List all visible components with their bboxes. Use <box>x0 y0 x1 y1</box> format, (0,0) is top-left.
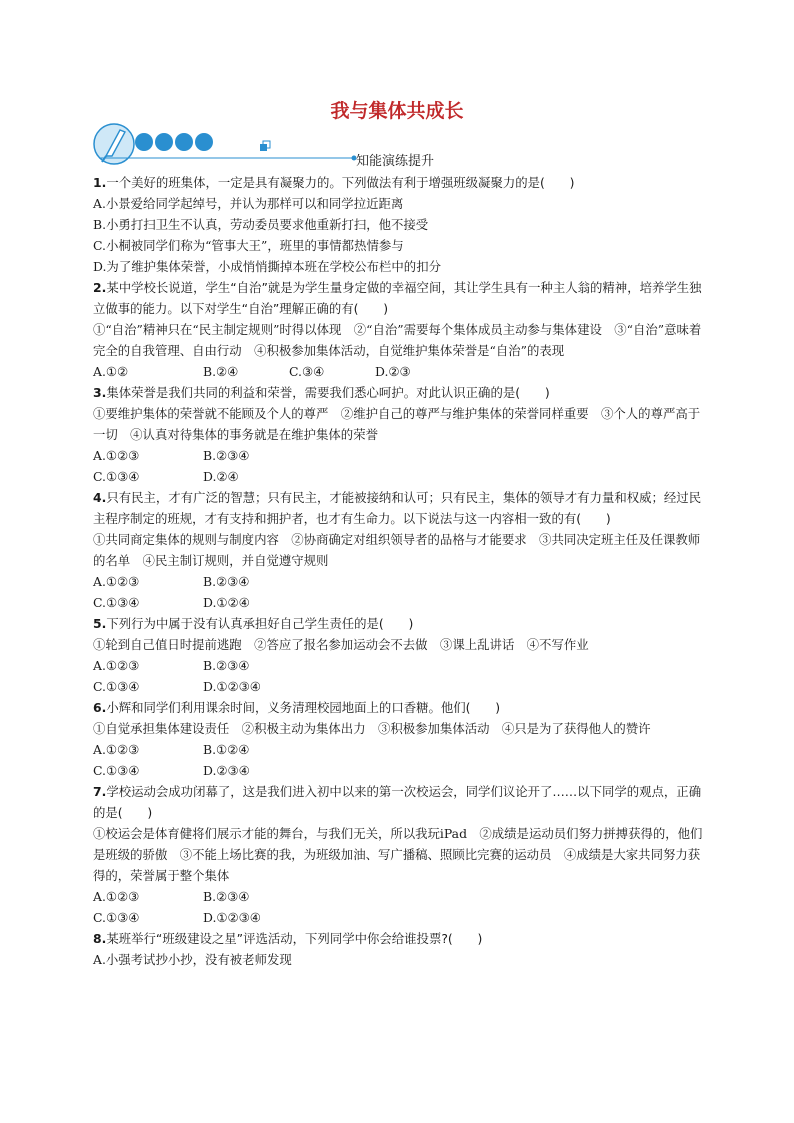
choice-a: A.①②③ <box>93 658 140 673</box>
question-stem: 小辉和同学们利用课余时间，义务清理校园地面上的口香糖。他们( ) <box>106 700 501 715</box>
option-d: D.为了维护集体荣誉，小成悄悄撕掉本班在学校公布栏中的扣分 <box>93 259 441 274</box>
choice-c: C.①③④ <box>93 469 140 484</box>
choice-grid <box>93 655 708 697</box>
question-number: 4. <box>93 490 107 505</box>
choice-grid <box>93 886 708 928</box>
option-b: B.小勇打扫卫生不认真，劳动委员要求他重新打扫，他不接受 <box>93 217 429 232</box>
question-7 <box>93 781 708 928</box>
choice-c: C.①③④ <box>93 910 140 925</box>
option-a: A.小强考试抄小抄，没有被老师发现 <box>93 952 292 967</box>
choice-b: B.②③④ <box>203 574 250 589</box>
page-title: 我与集体共成长 <box>330 100 464 122</box>
choice-a: A.①②③ <box>93 448 140 463</box>
question-6 <box>93 697 708 781</box>
choice-d: D.②③ <box>375 364 411 379</box>
choice-c: C.③④ <box>289 364 325 379</box>
choice-b: B.②④ <box>203 364 239 379</box>
question-3 <box>93 382 708 487</box>
question-number: 6. <box>93 700 107 715</box>
option-a: A.小景爱给同学起绰号，并认为那样可以和同学拉近距离 <box>93 196 404 211</box>
question-number: 3. <box>93 385 107 400</box>
choice-grid <box>93 739 708 781</box>
choice-b: B.①②④ <box>203 742 250 757</box>
statements: ①“自治”精神只在“民主制定规则”时得以体现 ②“自治”需要每个集体成员主动参与集体建设 ③“自治”意味着完全的自我管理、自由行动 ④积极参加集体活动，自觉维护集体荣誉是“自治”的表现 <box>93 322 702 358</box>
section-label: 知能演练提升 <box>356 154 435 169</box>
question-8 <box>93 928 708 970</box>
choice-grid <box>93 445 708 487</box>
question-1 <box>93 172 708 277</box>
choice-grid <box>93 571 708 613</box>
choice-a: A.①②③ <box>93 889 140 904</box>
choice-c: C.①③④ <box>93 679 140 694</box>
choice-row <box>93 361 708 382</box>
question-number: 5. <box>93 616 107 631</box>
option-c: C.小桐被同学们称为“管事大王”，班里的事情都热情参与 <box>93 238 404 253</box>
question-stem: 某中学校长说道，学生“自治”就是为学生量身定做的幸福空间，其让学生具有一种主人翁的精神，培养学生独立做事的能力。以下对学生“自治”理解正确的有( ) <box>93 280 702 316</box>
question-stem: 下列行为中属于没有认真承担好自己学生责任的是( ) <box>106 616 414 631</box>
statements: ①自觉承担集体建设责任 ②积极主动为集体出力 ③积极参加集体活动 ④只是为了获得他人的赞许 <box>93 721 651 736</box>
question-5 <box>93 613 708 697</box>
question-number: 8. <box>93 931 107 946</box>
question-stem: 某班举行“班级建设之星”评选活动，下列同学中你会给谁投票?( ) <box>106 931 483 946</box>
question-2 <box>93 277 708 382</box>
choice-a: A.①②③ <box>93 574 140 589</box>
choice-c: C.①③④ <box>93 763 140 778</box>
statements: ①校运会是体育健将们展示才能的舞台，与我们无关，所以我玩iPad ②成绩是运动员们努力拼搏获得的，他们是班级的骄傲 ③不能上场比赛的我，为班级加油、写广播稿、照顾比完赛的运动员 ④成绩是大家共同努力获得的，荣誉属于整个集体 <box>93 826 703 883</box>
question-list <box>93 172 708 970</box>
choice-a: A.①②③ <box>93 742 140 757</box>
choice-d: D.①②③④ <box>203 910 261 925</box>
choice-d: D.①②④ <box>203 595 250 610</box>
choice-b: B.②③④ <box>203 448 250 463</box>
statements: ①共同商定集体的规则与制度内容 ②协商确定对组织领导者的品格与才能要求 ③共同决定班主任及任课教师的名单 ④民主制订规则，并自觉遵守规则 <box>93 532 701 568</box>
choice-b: B.②③④ <box>203 889 250 904</box>
question-number: 2. <box>93 280 107 295</box>
question-stem: 只有民主，才有广泛的智慧；只有民主，才能被接纳和认可；只有民主，集体的领导才有力量和权威；经过民主程序制定的班规，才有支持和拥护者，也才有生命力。以下说法与这一内容相一致的有( ) <box>93 490 702 526</box>
question-4 <box>93 487 708 613</box>
choice-d: D.②③④ <box>203 763 250 778</box>
choice-d: D.②④ <box>203 469 239 484</box>
choice-a: A.①② <box>93 364 129 379</box>
question-number: 7. <box>93 784 107 799</box>
question-stem: 集体荣誉是我们共同的利益和荣誉，需要我们悉心呵护。对此认识正确的是( ) <box>106 385 550 400</box>
square-marker-icon <box>260 141 270 151</box>
choice-d: D.①②③④ <box>203 679 261 694</box>
question-stem: 学校运动会成功闭幕了，这是我们进入初中以来的第一次校运会，同学们议论开了……以下同学的观点，正确的是( ) <box>93 784 702 820</box>
question-number: 1. <box>93 175 107 190</box>
statements: ①要维护集体的荣誉就不能顾及个人的尊严 ②维护自己的尊严与维护集体的荣誉同样重要 ③个人的尊严高于一切 ④认真对待集体的事务就是在维护集体的荣誉 <box>93 406 701 442</box>
choice-c: C.①③④ <box>93 595 140 610</box>
choice-b: B.②③④ <box>203 658 250 673</box>
statements: ①轮到自己值日时提前逃跑 ②答应了报名参加运动会不去做 ③课上乱讲话 ④不写作业 <box>93 637 589 652</box>
question-stem: 一个美好的班集体，一定是具有凝聚力的。下列做法有利于增强班级凝聚力的是( ) <box>106 175 575 190</box>
